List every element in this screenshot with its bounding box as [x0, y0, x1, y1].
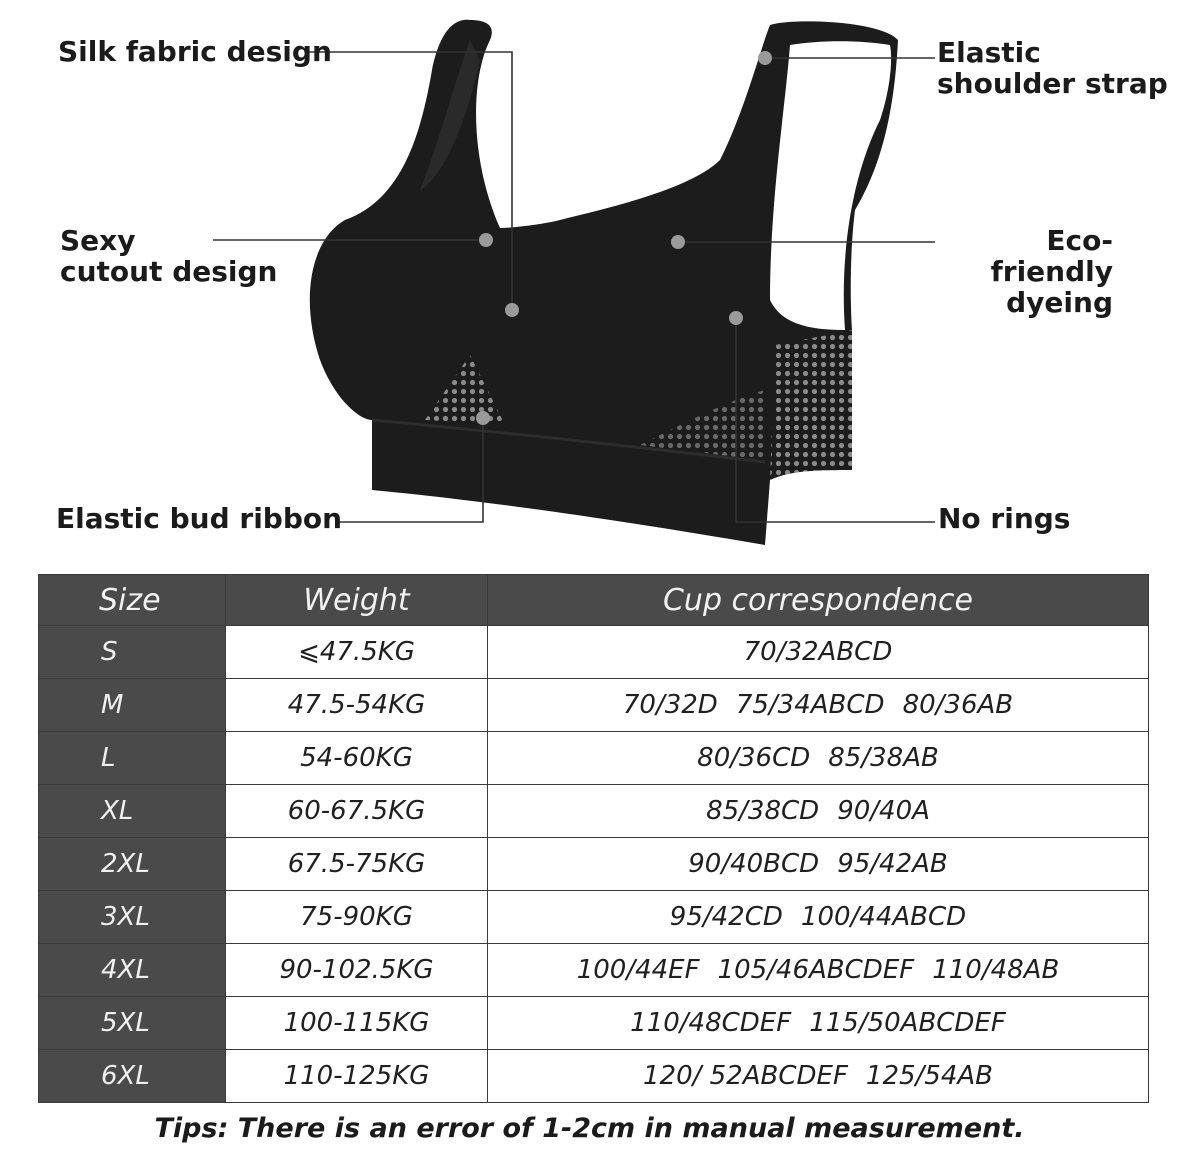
cup-value: 80/36AB [902, 690, 1014, 720]
cup-value: 90/40BCD [688, 849, 820, 879]
cup-value: 115/50ABCDEF [809, 1008, 1006, 1038]
table-header-row [39, 575, 1149, 626]
weight-cell: 100-115KG [226, 997, 488, 1050]
cup-value: 100/44ABCD [800, 902, 967, 932]
table-row [39, 944, 1149, 997]
header-size: Size [39, 575, 226, 626]
cup-value: 85/38CD [706, 796, 820, 826]
cup-value: 80/36CD [697, 743, 811, 773]
tips-note: Tips: There is an error of 1-2cm in manual measurement. [154, 1113, 1025, 1144]
size-chart-table [38, 574, 1149, 1103]
cup-cell [488, 1050, 1149, 1103]
weight-cell: ⩽47.5KG [226, 626, 488, 679]
callout-bud-ribbon: Elastic bud ribbon [56, 502, 343, 535]
size-cell: 2XL [39, 838, 226, 891]
table-row [39, 997, 1149, 1050]
cup-cell [488, 626, 1149, 679]
cup-cell [488, 679, 1149, 732]
side-mesh [770, 330, 852, 480]
weight-cell: 54-60KG [226, 732, 488, 785]
weight-cell: 60-67.5KG [226, 785, 488, 838]
cup-value: 100/44EF [576, 955, 700, 985]
table-row [39, 626, 1149, 679]
table-row [39, 732, 1149, 785]
cup-value: 95/42AB [837, 849, 948, 879]
size-cell: 4XL [39, 944, 226, 997]
cup-value: 110/48AB [932, 955, 1060, 985]
table-row [39, 838, 1149, 891]
cup-value: 85/38AB [828, 743, 939, 773]
size-cell: 5XL [39, 997, 226, 1050]
cup-value: 70/32D [622, 690, 718, 720]
cup-value: 90/40A [837, 796, 930, 826]
cup-value: 70/32ABCD [743, 637, 893, 667]
cup-cell [488, 944, 1149, 997]
table-row [39, 1050, 1149, 1103]
callout-elastic-strap: Elastic shoulder strap [937, 36, 1168, 100]
weight-cell: 47.5-54KG [226, 679, 488, 732]
header-cup: Cup correspondence [488, 575, 1149, 626]
weight-cell: 75-90KG [226, 891, 488, 944]
size-cell: S [39, 626, 226, 679]
size-cell: 6XL [39, 1050, 226, 1103]
callout-no-rings: No rings [938, 502, 1071, 535]
cup-value: 105/46ABCDEF [717, 955, 915, 985]
cup-cell [488, 838, 1149, 891]
cup-cell [488, 732, 1149, 785]
weight-cell: 110-125KG [226, 1050, 488, 1103]
strap-opening-right [770, 41, 891, 330]
header-weight: Weight [226, 575, 488, 626]
size-cell: 3XL [39, 891, 226, 944]
table-body [39, 626, 1149, 1103]
size-cell: XL [39, 785, 226, 838]
cup-cell [488, 785, 1149, 838]
cup-cell [488, 891, 1149, 944]
cup-value: 120/ 52ABCDEF [642, 1061, 848, 1091]
weight-cell: 67.5-75KG [226, 838, 488, 891]
callout-sexy-cutout: Sexy cutout design [60, 224, 278, 288]
callout-silk-fabric: Silk fabric design [58, 35, 332, 68]
cup-value: 110/48CDEF [630, 1008, 792, 1038]
table-row [39, 891, 1149, 944]
table-row [39, 785, 1149, 838]
callout-eco-dyeing: Eco-friendly dyeing [990, 224, 1113, 319]
cup-cell [488, 997, 1149, 1050]
cup-value: 95/42CD [669, 902, 783, 932]
cup-value: 75/34ABCD [735, 690, 885, 720]
size-cell: L [39, 732, 226, 785]
product-illustration [0, 0, 1179, 560]
size-cell: M [39, 679, 226, 732]
table-row [39, 679, 1149, 732]
weight-cell: 90-102.5KG [226, 944, 488, 997]
cup-value: 125/54AB [865, 1061, 993, 1091]
